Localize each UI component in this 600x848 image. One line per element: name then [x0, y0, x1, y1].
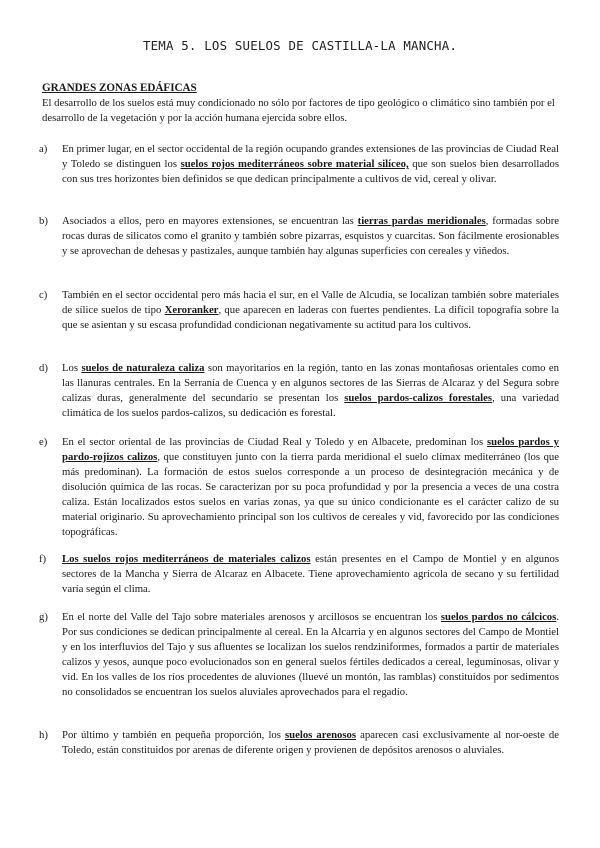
highlighted-term: suelos rojos mediterráneos sobre material silíceo,: [180, 158, 409, 170]
highlighted-term: suelos pardos-calizos forestales: [344, 392, 493, 404]
list-item-text: En el sector oriental de las provincias de Ciudad Real y Toledo y en Albacete, predominan los suelos pardos y pardo-rojizos calizos, que constituyen junto con la tierra parda meridional el suelo clímax mediterráneo (los que más predominan). La formación de estos suelos corresponde a un proceso de desintegración mecánica y de disolución química de las rocas. Se caracterizan por su poca profundidad y por la presencia a veces de una costra caliza. Están localizados estos suelos en varias zonas, ya que su único condicionante es el carácter calizo de su material originario. Su aprovechamiento principal son los cultivos de cereales y vid, favorecido por las condiciones topográficas.: [62, 436, 559, 538]
list-item-f: [39, 552, 559, 597]
list-marker: a): [39, 143, 48, 155]
list-item-text: Por último y también en pequeña proporción, los suelos arenosos aparecen casi exclusivamente al nor-oeste de Toledo, están constituidos por arenas de diferente origen y provienen de depósitos arenosos o aluviales.: [62, 729, 560, 756]
list-item-text: Los suelos de naturaleza caliza son mayoritarios en la región, tanto en las zonas montañosas orientales como en las llanuras centrales. En la Serranía de Cuenca y en algunos sectores de las Sierras de Alcaraz y del Segura sobre calizas duras, generalmente del secundario se presentan los suelos pardos-calizos forestales, una variedad climática de los suelos pardos-calizos, su dedicación es forestal.: [62, 362, 559, 419]
highlighted-term: suelos pardos y pardo-rojizos calizos: [62, 436, 559, 463]
list-marker: h): [39, 729, 48, 741]
intro-paragraph: El desarrollo de los suelos está muy condicionado no sólo por factores de tipo geológico o climático sino también por el desarrollo de la vegetación y por la acción humana ejercida sobre ellos.: [42, 97, 555, 124]
list-item-e: [39, 435, 559, 540]
highlighted-term: suelos arenosos: [285, 729, 357, 741]
list-marker: f): [39, 553, 47, 565]
page-title: TEMA 5. LOS SUELOS DE CASTILLA-LA MANCHA.: [142, 38, 458, 53]
list-item-text: Los suelos rojos mediterráneos de materiales calizos están presentes en el Campo de Montiel y en algunos sectores de la Mancha y Sierra de Alcaraz en Albacete. Tiene aprovechamiento agrícola de secano y su fertilidad varía según el clima.: [62, 553, 559, 595]
list-item-text: En el norte del Valle del Tajo sobre materiales arenosos y arcillosos se encuentran los suelos pardos no cálcicos. Por sus condiciones se dedican principalmente al cereal. En la Alcarria y en algunos sectores del Campo de Montiel y en los interfluvios del Tajo y sus afluentes se localizan los suelos rendziniformes, formados a partir de materiales calizos y yesos, aunque poco evolucionados son en general suelos fértiles dedicados a cereal, leguminosas, olivar y vid. En los valles de los ríos procedentes de aluviones (lluevé un montón, las ramblas) constituidos por sedimentos no consolidados se encuentran los suelos aluviales aprovechados para el regadío.: [62, 611, 559, 698]
list-item-text: Asociados a ellos, pero en mayores extensiones, se encuentran las tierras pardas meridionales, formadas sobre rocas duras de silicatos como el granito y también sobre pizarras, esquistos y cuarcitas. Son fácilmente erosionables y se aprovechan de dehesas y pastizales, aunque también hay algunas superficies con cereales y viñedos.: [62, 215, 559, 257]
list-item-text: También en el sector occidental pero más hacia el sur, en el Valle de Alcudia, se localizan también sobre materiales de sílice suelos de tipo Xeroranker, que aparecen en laderas con fuertes pendientes. La difícil topografía sobre la que se asientan y su escasa profundidad condicionan negativamente su actitud para los cultivos.: [62, 289, 559, 331]
list-item-c: [39, 288, 559, 333]
list-item-text: En primer lugar, en el sector occidental de la región ocupando grandes extensiones de las provincias de Ciudad Real y Toledo se distinguen los suelos rojos mediterráneos sobre material silíceo, que son suelos bien desarrollados con sus tres horizontes bien definidos se que dedican principalmente a cultivos de vid, cereal y olivar.: [62, 143, 559, 185]
highlighted-term: suelos de naturaleza caliza: [81, 362, 205, 374]
list-marker: d): [39, 362, 48, 374]
list-marker: c): [39, 289, 48, 301]
section-heading: GRANDES ZONAS EDÁFICAS: [42, 82, 197, 94]
list-item-g: [39, 610, 559, 700]
highlighted-term: suelos pardos no cálcicos: [440, 611, 557, 623]
list-marker: e): [39, 436, 48, 448]
list-item-b: [39, 214, 559, 259]
highlighted-term: Xeroranker: [164, 304, 219, 316]
list-item-a: [39, 142, 559, 187]
highlighted-term: Los suelos rojos mediterráneos de materiales calizos: [62, 553, 311, 565]
list-item-d: [39, 361, 559, 421]
list-marker: g): [39, 611, 48, 623]
list-marker: b): [39, 215, 48, 227]
list-item-h: [39, 728, 560, 758]
highlighted-term: tierras pardas meridionales: [357, 215, 486, 227]
